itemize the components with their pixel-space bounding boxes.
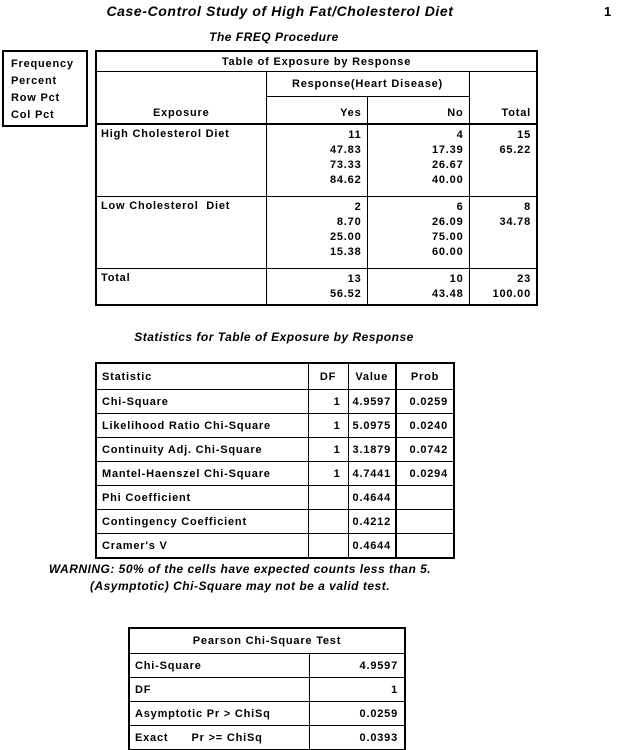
cell-col-pct: 84.62 (329, 174, 362, 186)
pearson-row-value: 4.9597 (309, 654, 405, 678)
statistic-value: 0.4212 (348, 510, 396, 534)
prob-col-header: Prob (396, 363, 454, 390)
table-row (96, 268, 537, 305)
table-row (96, 196, 537, 268)
statistic-prob: 0.0259 (396, 390, 454, 414)
statistic-name: Mantel-Haenszel Chi-Square (96, 462, 308, 486)
cell-row-pct: 73.33 (329, 159, 362, 171)
row-label-low: Low Cholesterol Diet (96, 196, 266, 268)
statistic-value: 5.0975 (348, 414, 396, 438)
table-row (129, 654, 405, 678)
cell-percent: 8.70 (336, 215, 362, 228)
statistic-value: 0.4644 (348, 486, 396, 510)
cell-percent: 26.09 (431, 215, 464, 228)
cell-frequency: 2 (354, 200, 362, 213)
cell-col-pct: 15.38 (329, 245, 362, 258)
cell-row-pct: 26.67 (431, 159, 464, 171)
cell-percent: 56.52 (329, 287, 362, 300)
statistic-name: Cramer's V (96, 534, 308, 559)
legend-col-pct: Col Pct (11, 109, 55, 121)
pearson-chi-square-table (128, 627, 406, 750)
procedure-heading: The FREQ Procedure (209, 30, 339, 44)
table-title: Table of Exposure by Response (96, 51, 537, 72)
column-group-header: Response(Heart Disease) (266, 72, 469, 97)
statistic-name: Contingency Coefficient (96, 510, 308, 534)
pearson-row-value: 0.0393 (309, 726, 405, 750)
cell-percent: 100.00 (492, 287, 531, 300)
pearson-table-title: Pearson Chi-Square Test (129, 628, 405, 654)
page-title: Case-Control Study of High Fat/Cholesterol Diet (106, 3, 454, 19)
cell-low-no (367, 196, 469, 268)
cell-low-yes (266, 196, 367, 268)
cell-low-total (469, 196, 537, 268)
statistic-prob: 0.0294 (396, 462, 454, 486)
table-row (96, 414, 454, 438)
warning-line-1: WARNING: 50% of the cells have expected counts less than 5. (48, 562, 432, 576)
cell-row-pct: 25.00 (329, 230, 362, 243)
legend-frequency: Frequency (11, 58, 74, 70)
cell-percent: 43.48 (431, 287, 464, 300)
statistic-prob (396, 534, 454, 559)
cell-frequency: 10 (449, 272, 464, 285)
row-label-high: High Cholesterol Diet (96, 124, 266, 196)
table-row (129, 726, 405, 750)
statistic-prob (396, 486, 454, 510)
statistics-header-row (96, 363, 454, 390)
cell-percent: 34.78 (499, 215, 531, 228)
pearson-row-label: Exact Pr >= ChiSq (129, 726, 309, 750)
table-row (96, 438, 454, 462)
statistic-prob (396, 510, 454, 534)
cell-total-total (469, 268, 537, 305)
row-label-total: Total (96, 268, 266, 305)
column-header-yes: Yes (266, 97, 367, 125)
cell-total-no (367, 268, 469, 305)
cell-percent: 17.39 (431, 144, 464, 156)
warning-line-2: (Asymptotic) Chi-Square may not be a valid test. (89, 579, 391, 593)
stat-col-header: Statistic (96, 363, 308, 390)
column-header-no: No (367, 97, 469, 125)
cell-row-pct: 75.00 (431, 230, 464, 243)
statistic-df: 1 (308, 414, 348, 438)
pearson-row-label: DF (129, 678, 309, 702)
statistic-df: 1 (308, 390, 348, 414)
pearson-row-label: Chi-Square (129, 654, 309, 678)
legend-row-pct: Row Pct (11, 92, 60, 104)
table-row (96, 486, 454, 510)
table-row (96, 534, 454, 559)
statistic-name: Continuity Adj. Chi-Square (96, 438, 308, 462)
statistic-name: Chi-Square (96, 390, 308, 414)
cell-col-pct: 40.00 (431, 174, 464, 186)
table-row (96, 390, 454, 414)
pearson-row-value: 0.0259 (309, 702, 405, 726)
table-row (96, 462, 454, 486)
pearson-row-label: Asymptotic Pr > ChiSq (129, 702, 309, 726)
cell-frequency: 8 (524, 200, 531, 213)
cell-frequency: 23 (517, 272, 531, 285)
cell-high-total (469, 124, 537, 196)
exposure-response-table (95, 50, 538, 306)
warning-message (0, 561, 480, 595)
column-header-total: Total (469, 72, 537, 125)
cell-frequency: 11 (348, 129, 362, 141)
df-col-header: DF (308, 363, 348, 390)
cell-percent: 47.83 (329, 144, 362, 156)
statistic-df (308, 534, 348, 559)
cell-frequency: 4 (456, 129, 464, 141)
table-row (129, 702, 405, 726)
cell-frequency: 13 (347, 272, 362, 285)
statistics-heading: Statistics for Table of Exposure by Response (134, 330, 414, 344)
table-row (96, 124, 537, 196)
cell-high-no (367, 124, 469, 196)
row-variable-header: Exposure (96, 72, 266, 125)
cell-percent: 65.22 (499, 144, 531, 156)
statistic-df: 1 (308, 438, 348, 462)
statistic-prob: 0.0240 (396, 414, 454, 438)
cell-frequency: 15 (517, 129, 531, 141)
cell-frequency: 6 (456, 200, 464, 213)
statistic-name: Phi Coefficient (96, 486, 308, 510)
statistic-value: 4.9597 (348, 390, 396, 414)
cell-total-yes (266, 268, 367, 305)
statistic-name: Likelihood Ratio Chi-Square (96, 414, 308, 438)
cell-high-yes (266, 124, 367, 196)
statistics-table (95, 362, 455, 559)
legend-percent: Percent (11, 75, 57, 87)
statistic-df: 1 (308, 462, 348, 486)
page-number: 1 (604, 4, 612, 19)
table-row (129, 678, 405, 702)
cell-col-pct: 60.00 (431, 245, 464, 258)
statistic-df (308, 510, 348, 534)
statistic-value: 4.7441 (348, 462, 396, 486)
statistic-value: 0.4644 (348, 534, 396, 559)
table-row (96, 510, 454, 534)
pearson-row-value: 1 (309, 678, 405, 702)
value-col-header: Value (348, 363, 396, 390)
statistic-value: 3.1879 (348, 438, 396, 462)
cell-legend-box (2, 50, 88, 127)
statistic-df (308, 486, 348, 510)
statistic-prob: 0.0742 (396, 438, 454, 462)
